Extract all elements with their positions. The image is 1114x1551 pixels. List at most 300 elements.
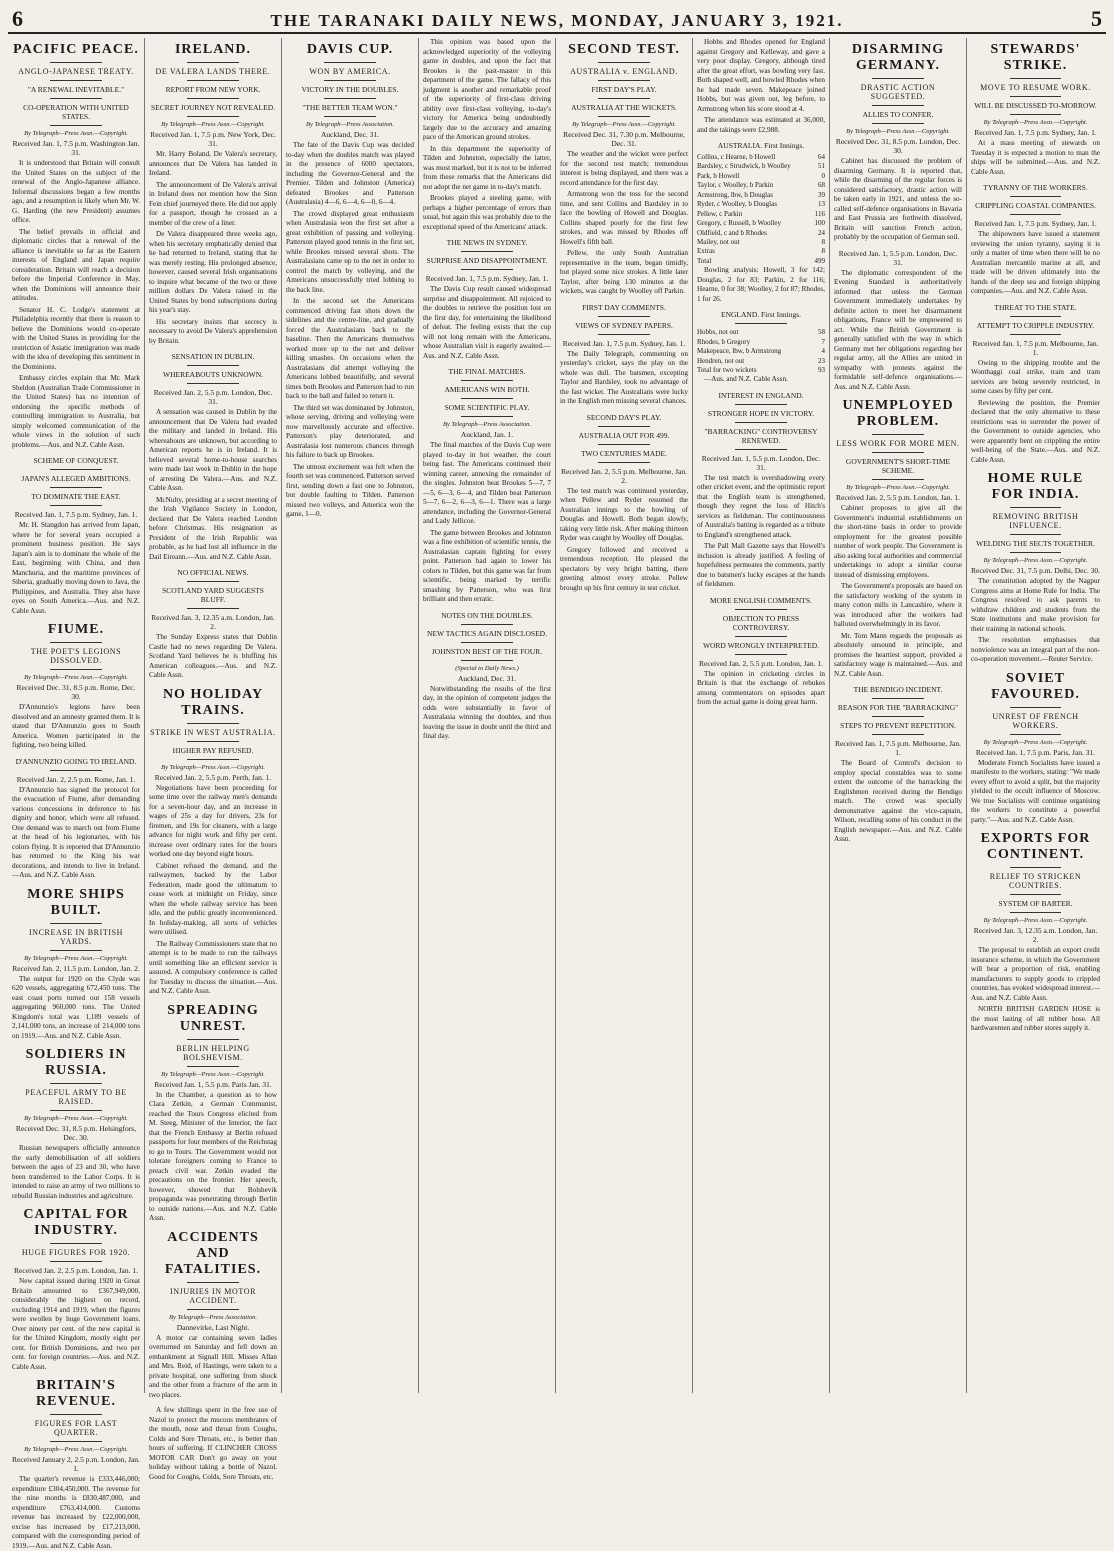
column-6 xyxy=(693,38,830,1393)
article-paragraph: The test match is overshadowing every other cricket event, and the optimistic report that the English team is strengthened, though they regret the loss of Hitch's services as fieldsman. The continuousness of Australia's batting is regarded as a tribute to England's strengthened attack. xyxy=(697,473,825,539)
article-subhead: VIEWS OF SYDNEY PAPERS. xyxy=(575,320,673,330)
headline-rule xyxy=(1010,707,1062,708)
article-byline: By Telegraph—Press Assn.—Copyright. xyxy=(983,917,1088,924)
scorecard-table xyxy=(697,328,825,375)
subhead-rule xyxy=(50,98,101,99)
article-subhead: OBJECTION TO PRESS CONTROVERSY. xyxy=(722,613,800,632)
article xyxy=(834,685,962,845)
article-paragraph: The utmost excitement was felt when the fourth set was commenced. Patterson served first, sending down a fast one to Johnston, but double faulting to Tilden. Patterson missed two volleys, and America won the game, 1—0. xyxy=(286,462,414,518)
article-headline: UNEMPLOYED PROBLEM. xyxy=(842,398,954,429)
article-subhead: SENSATION IN DUBLIN. xyxy=(171,352,255,361)
article-dateline: Auckland, Jan. 1. xyxy=(460,430,514,439)
article-subhead: ATTEMPT TO CRIPPLE INDUSTRY. xyxy=(976,320,1095,330)
article-paragraph: Cabinet proposes to give all the Government's industrial establishments on the short-time basis in order to provide employment for the greatest possible number of work people. The Government is also asking local authorities and commercial undertakings to adopt a similar course instead of dismissing employees. xyxy=(834,504,962,579)
article-paragraph: Owing to the shipping trouble and the Wonthaggi coal strike, train and tram services are being severely restricted, in some cases by fifty per cent. xyxy=(971,358,1100,395)
article-subhead: SURPRISE AND DISAPPOINTMENT. xyxy=(426,256,548,265)
article xyxy=(423,38,551,232)
headline-rule xyxy=(598,62,649,63)
article-paragraph: Notwithstanding the results of the first day, in the opinion of competent judges the odds were substantially in favor of Australasia winning the doubles, and thus leaving the issue in doubt until the third and final day. xyxy=(423,684,551,740)
article-subhead: THREAT TO THE STATE. xyxy=(994,302,1077,312)
article-subhead: AMERICANS WIN BOTH. xyxy=(444,385,530,394)
article-headline: PACIFIC PEACE. xyxy=(13,42,139,57)
article-dateline: Received Jan. 1, 7.5 p.m. Melbourne, Jan. 1. xyxy=(972,338,1099,357)
scorecard-row xyxy=(697,238,825,247)
scorecard-batsman: Gregory, c Russell, b Woolley xyxy=(697,219,782,228)
article-dateline: Received Jan. 1, 7.5 p.m. Sydney, Jan. 1. xyxy=(974,128,1097,137)
article xyxy=(560,303,688,407)
scorecard-row xyxy=(697,347,825,356)
article xyxy=(149,1230,277,1401)
article-byline: By Telegraph—Press Assn.—Copyright. xyxy=(24,1446,128,1453)
article-byline: By Telegraph—Press Association. xyxy=(442,421,532,428)
subhead-rule xyxy=(735,323,786,324)
article-paragraph: Armstrong won the toss for the second time, and sent Collins and Bardsley in to face the bowling of Howell and Douglas. Collins shaped poorly for the first few strokes, and was missed by Rhodes off Howell's fifth ball. xyxy=(560,190,688,246)
article xyxy=(971,183,1100,297)
subhead-rule xyxy=(187,1309,238,1310)
subhead-rule xyxy=(872,123,923,124)
article xyxy=(12,1378,140,1551)
article-paragraph: Embassy circles explain that Mr. Mark Sheldon (Australian Trade Commissioner in the United States) has no intention of endorsing the specific methods of controlling immigration to Australia, but simply welcomed communication of the whole views in the solution of such problems.—Aus. and N.Z. Cable Assn. xyxy=(12,374,140,449)
article xyxy=(834,398,962,679)
article xyxy=(697,310,825,385)
article-subhead: THE NEWS IN SYDNEY. xyxy=(446,238,528,247)
article-byline: By Telegraph—Press Assn.—Copyright. xyxy=(983,557,1088,564)
article-paragraph: Russian newspapers officially announce the early demobilisation of all soldiers between the ages of 23 and 30, who have been transferred to the Labor Corps. It is intended to raise an army of two millions to rebuild Russian industries and agriculture. xyxy=(12,1144,140,1200)
article-paragraph: A sensation was caused in Dublin by the announcement that De Valera had evaded the military and landed in Ireland. His whereabouts are unknown, but according to American reports he is in Ireland. It is believed several home-to-house searches were made last week in Dublin in the hope of arresting De Valera.—Aus. and N.Z. Cable Assn. xyxy=(149,408,277,492)
subhead-rule xyxy=(735,636,786,637)
subhead-rule xyxy=(1010,334,1062,335)
article-paragraph: New capital issued during 1920 in Great Britain amounted to £367,949,000, considerably the highest on record, excluding 1914 and 1919, when the figures were swollen by huge Government loans. Over ninety per cent. of the new capital is for the United Kingdom, mostly eight per cent. for British Dominions, and two per cent. for foreign countries.—Aus. and N.Z. Cable Assn. xyxy=(12,1277,140,1371)
article-subhead: INTEREST IN ENGLAND. xyxy=(718,390,804,400)
subhead-rule xyxy=(598,444,649,445)
subhead-rule xyxy=(461,398,512,399)
article-subhead: CO-OPERATION WITH UNITED STATES. xyxy=(23,103,129,121)
article-paragraph: The Davis Cup result caused widespread surprise and disappointment. All rejoiced to the doubles to retrieve the position lost on the first day, for entertaining the likelihood of defeat. The feeling exists that the cup will not long remain with the Americans, whose Australian visit is eagerly awaited.—Aus. and N.Z. Cable Assn. xyxy=(423,285,551,360)
headline-rule xyxy=(50,1083,101,1084)
article-dateline: Received Jan. 1, 7.5 p.m. Sydney, Jan. 1. xyxy=(14,510,138,519)
article-headline: FIUME. xyxy=(47,622,105,637)
article xyxy=(834,249,962,393)
column-4 xyxy=(419,38,556,1393)
article-headline: ACCIDENTS AND FATALITIES. xyxy=(164,1229,262,1277)
article xyxy=(12,42,140,450)
article-dateline: Received Jan. 3, 12.35 a.m. London, Jan. 2. xyxy=(151,613,275,631)
scorecard-runs: 499 xyxy=(814,256,825,265)
article-byline: By Telegraph—Press Assn.—Copyright. xyxy=(161,763,265,771)
article-dateline: Received Jan. 1, 7.5 p.m. Paris, Jan. 31. xyxy=(975,747,1096,757)
subhead-rule xyxy=(187,365,238,366)
article-headline: IRELAND. xyxy=(174,42,252,57)
article-paragraph: Mr. Harry Boland, De Valera's secretary, announces that De Valera has landed in Ireland. xyxy=(149,150,277,177)
subhead-rule xyxy=(1010,316,1062,317)
article-subhead: FIRST DAY COMMENTS. xyxy=(582,302,666,312)
scorecard-row xyxy=(697,328,825,337)
article-paragraph: A few shillings spent in the free use of Nazol to protect the mucous membranes of the mouth, nose and throat from Coughs, Colds and Sore Throats, etc., is better than hours of suffering. If CLINCHER CROSS MOTOR CAR Don't go away on your holiday without taking a bottle of Nazol. Good for Coughs, Colds, Sore Throats, etc. xyxy=(149,1406,277,1481)
article-paragraph: Pellew, the only South Australian representative in the team, began timidly, but played some nice strokes. A little later Taylor, after being 130 minutes at the wickets, was caught by Woolley off Parkin. xyxy=(560,249,688,295)
headline-rule xyxy=(50,1243,101,1244)
article-headline: SECOND TEST. xyxy=(568,42,680,57)
subhead-rule xyxy=(598,316,649,317)
article xyxy=(12,622,140,751)
article-subhead: "THE BETTER TEAM WON." xyxy=(302,103,398,112)
article-subhead: FIGURES FOR LAST QUARTER. xyxy=(34,1419,118,1437)
scorecard-row xyxy=(697,357,825,366)
article-subhead: JAPAN'S ALLEGED AMBITIONS. xyxy=(21,474,131,483)
scorecard-batsman: Park, b Howell xyxy=(697,171,740,180)
article-headline: NO HOLIDAY TRAINS. xyxy=(162,686,264,718)
headline-rule xyxy=(1010,78,1062,79)
article-paragraph: The proposal to establish an export credit insurance scheme, in which the Government will bear a proportion of risk, enabling manufacturers to supply goods to crippled countries, has evoked widespread interest.—Aus. and N.Z. Cable Assn. xyxy=(971,946,1100,1002)
article-byline: By Telegraph—Press Assn.—Copyright. xyxy=(846,128,950,135)
article-paragraph: McNulty, presiding at a secret meeting of the Irish Vigilance Society in London, declared that De Valera reached London before Christmas. His resignation as President of the Irish Republic was probable, as he had lost all influence in the Dail Eireann.—Aus. and N.Z. Cable Assn. xyxy=(149,495,277,561)
subhead-rule xyxy=(872,452,923,453)
article-dateline: Received Jan. 2, 5.5 p.m. Melbourne, Jan. 2. xyxy=(560,466,687,485)
article-paragraph: Gregory followed and received a tremendous reception. He pleased the spectators by very bright batting, there greeting almost every stroke. Pellew brought up his first century in test cricket. xyxy=(560,545,688,592)
subhead-rule xyxy=(187,80,238,81)
article-paragraph: The belief prevails in official and diplomatic circles that a renewal of the alliance is inevitable so far as the Eastern interests of England and Japan require consideration. Britain will reach a decision before the Imperial Conference in May, when the Dominions will announce their attitudes. xyxy=(12,227,140,302)
article-paragraph: Senator H. C. Lodge's statement at Philadelphia recently that there is reason to believe the Dominions would co-operate with the United States in providing for the restriction of Asiatic immigration was made with the idea of developing this sentiment in the Dominions. xyxy=(12,305,140,371)
subhead-rule xyxy=(1010,734,1062,735)
article-subhead: "A RENEWAL INEVITABLE." xyxy=(27,85,125,94)
scorecard-row xyxy=(697,191,825,200)
subhead-rule xyxy=(50,487,101,488)
article-subhead: STRONGER HOPE IN VICTORY. xyxy=(707,408,815,418)
column-7 xyxy=(830,38,967,1393)
article-paragraph: This opinion was based upon the acknowledged superiority of the volleying game in doubles, and upon the fact that Brookes is the past-master in this department of the game. The fallacy of this judgment is another and remarkable proof of the superiority of first-class driving ability over first-class volleying, to-day's victory for America being undoubtedly largely due to the accuracy and amazing pace of the American ground strokes. xyxy=(423,38,551,141)
scorecard-runs: 23 xyxy=(818,356,825,365)
article xyxy=(697,596,825,708)
article-dateline: Received Jan. 1, 5.5 p.m. London, Dec. 31. xyxy=(838,248,958,267)
subhead-rule xyxy=(324,98,375,99)
article-subhead: REPORT FROM NEW YORK. xyxy=(165,85,261,94)
article-paragraph: At a mass meeting of stewards on Tuesday it is expected a motion to man the ships will be submitted.—Aus. and N.Z. Cable Assn. xyxy=(971,139,1100,176)
scorecard-batsman: Armstrong, lbw, b Douglas xyxy=(697,190,773,199)
article-dateline: Received Dec. 31, 7.30 p.m. Melbourne, Dec. 31. xyxy=(563,130,685,148)
article-subhead: SOME SCIENTIFIC PLAY. xyxy=(444,403,530,412)
article-paragraph: Moderate French Socialists have issued a manifesto to the workers, stating: "We made every effort to avoid a split, but the majority yielded to the occult influence of Moscow. We true Socialists will continue organising the workers to constitute a powerful party."—Aus. and N.Z. Cable Assn. xyxy=(971,758,1100,824)
article-subhead: MORE ENGLISH COMMENTS. xyxy=(710,595,812,605)
article-dateline: Received Dec. 31, 8.5 p.m. London, Dec. 30. xyxy=(835,137,961,155)
article-dateline: Received Jan. 1, 7.5 p.m. New York, Dec. 31. xyxy=(150,130,276,148)
article-paragraph: The crowd displayed great enthusiasm when Australasia won the first set after a great exhibition of passing and volleying. Patterson played good tennis in the first set, while Brookes missed several shots. The Australasians came up to the net in order to control the match by volleying, and the Americans unsuccessfully tried lobbing to the back line. xyxy=(286,209,414,294)
subhead-rule xyxy=(735,404,786,405)
article-subhead: HUGE FIGURES FOR 1920. xyxy=(21,1248,131,1257)
article-dateline: Received Jan. 2, 5.5 p.m. London, Dec. 31. xyxy=(153,388,273,406)
subhead-rule xyxy=(598,116,649,117)
article-paragraph: The game between Brookes and Johnston was a fine exhibition of scientific tennis, the Australasian captain fighting for every point. Patterson had again to lower his colors to Tilden, but this game was far from scientific, being marked by terrific smashing by Patterson, who was first brilliant and then erratic. xyxy=(423,528,551,603)
scorecard-table xyxy=(697,153,825,266)
subhead-rule xyxy=(187,608,238,609)
article xyxy=(286,42,414,520)
scorecard-row xyxy=(697,200,825,209)
article-paragraph: Reviewing the position, the Premier declared that the only alternative to these restrictions was to surrender the power of the Government to outside agencies, who were apparently bent on crippling the entire well-being of the State.—Aus. and N.Z. Cable Assn. xyxy=(971,398,1100,464)
article-subhead: SECOND DAY'S PLAY. xyxy=(586,412,662,422)
article-byline: By Telegraph—Press Assn.—Copyright. xyxy=(161,1070,265,1078)
subhead-rule xyxy=(461,642,512,643)
article-headline: BRITAIN'S REVENUE. xyxy=(36,1378,116,1409)
article-paragraph: Mr. Tom Mann regards the proposals as absolutely unsound in principle, and promises the heartiest support, provided a satisfactory wage is maintained.—Aus. and N.Z. Cable Assn. xyxy=(834,631,962,678)
article-dateline: Received Dec. 31, 8.5 p.m. Rome, Dec. 30. xyxy=(16,683,136,701)
subhead-rule xyxy=(50,125,101,126)
subhead-rule xyxy=(461,251,512,252)
article-subhead: INJURIES IN MOTOR ACCIDENT. xyxy=(169,1286,257,1305)
article-subhead: TWO CENTURIES MADE. xyxy=(580,448,668,458)
article-headline: EXPORTS FOR CONTINENT. xyxy=(980,831,1091,862)
article-subhead: JOHNSTON BEST OF THE FOUR. xyxy=(431,646,543,656)
article-subhead: THE FINAL MATCHES. xyxy=(448,367,526,376)
scorecard-batsman: Makepeace, lbw, b Armstrong xyxy=(697,347,782,356)
article-subhead: WORD WRONGLY INTERPRETED. xyxy=(702,640,820,650)
subhead-rule xyxy=(187,98,238,99)
article xyxy=(697,38,825,135)
article-subhead: ALLIES TO CONFER. xyxy=(862,110,934,119)
article-paragraph: The fate of the Davis Cup was decided to-day when the doubles match was played in the presence of 6000 spectators, including the Governor-General and the Premier. Tilden and Johnston (America) defeated Brookes and Patterson (Australasia) 4—6, 6—4, 6—0, 6—4. xyxy=(286,141,414,206)
article-dateline: Received Jan. 2, 2.5 p.m. Rome, Jan. 1. xyxy=(16,774,136,784)
scorecard-batsman: Ryder, c Woolley, b Douglas xyxy=(697,200,777,209)
headline-rule xyxy=(1010,507,1062,508)
page-number-left: 6 xyxy=(12,6,23,31)
article-dateline: Dannevirke, Last Night. xyxy=(176,1322,250,1332)
article-headline: DAVIS CUP. xyxy=(306,42,394,57)
article-subhead: ENGLAND. First Innings. xyxy=(721,310,801,320)
article-dateline: Received Jan. 2, 5.5 p.m. London, Jan. 1. xyxy=(836,493,960,502)
scorecard-runs: 58 xyxy=(818,328,825,337)
article-paragraph: The shipowners have issued a statement reviewing the union tyranny, saying it is only a matter of time when there will be no Australian mercantile marine at all, and trade will be driven ultimately into the hands of the deep sea and foreign shipping companies.—Aus. and N.Z. Cable Assn. xyxy=(971,230,1100,295)
subhead-rule xyxy=(50,669,101,670)
article xyxy=(971,303,1100,466)
article-subhead: MOVE TO RESUME WORK. xyxy=(980,83,1091,92)
article-subhead: REMOVING BRITISH INFLUENCE. xyxy=(992,512,1079,530)
scorecard-runs: 0 xyxy=(821,171,825,180)
article-paragraph: The weather and the wicket were perfect for the second test match; tremendous interest is being displayed, and there was a record attendance for the first day. xyxy=(560,150,688,187)
article-paragraph: The attendance was estimated at 36,000, and the takings were £2,988. xyxy=(697,116,825,134)
article xyxy=(149,1406,277,1482)
article-paragraph: Negotiations have been proceeding for some time over the railway men's demands for a seven-hour day, and an increase in wages of 25s a day for drivers, 23s for firemen, and 19s for cleaners, with a large advance for night work and fifty per cent. increase over ordinary rates for the hours worked one day beyond eight hours. xyxy=(149,783,277,858)
scorecard-batsman: Hobbs, not out xyxy=(697,328,739,337)
article-paragraph: Bowling analysis: Howell, 3 for 142; Douglas, 2 for 83; Parkin, 2 for 116; Hearne, 0 for 38; Woolley, 2 for 87; Rhodes, 1 for 26. xyxy=(697,266,825,303)
article xyxy=(697,391,825,590)
article-subhead: TO DOMINATE THE EAST. xyxy=(31,492,121,501)
article-subhead: FIRST DAY'S PLAY. xyxy=(591,85,657,94)
article-dateline: Received Jan. 1, 7.5 p.m. Sydney, Jan. 1. xyxy=(562,338,686,348)
article-byline: By Telegraph—Press Assn.—Copyright. xyxy=(24,674,128,681)
article xyxy=(12,757,140,881)
article-paragraph: NORTH BRITISH GARDEN HOSE is the most lasting of all rubber hose. All hardwaremen and rubber stores supply it. xyxy=(971,1005,1100,1032)
article-paragraph: The Pall Mall Gazette says that Howell's inclusion is already justified. A feeling of hopefulness permeates the comments, partly due to batsmen's lucky escapes at the hands of fieldsmen. xyxy=(697,542,825,589)
headline-rule xyxy=(50,923,101,924)
article-dateline: Received Jan. 2, 11.5 p.m. London, Jan. 2. xyxy=(12,963,140,973)
headline-rule xyxy=(50,1414,101,1415)
article-dateline: Received Jan. 3, 12.35 a.m. London, Jan. 2. xyxy=(973,926,1098,944)
article-paragraph: Mr. H. Stangdon has arrived from Japan, where he for several years occupied a prominent business position. He says Japan's aim is to dominate the whole of the East, beginning with China, and then Manchuria, and the maritime provinces of Siberia, gradually moving down to Java, the Philippines, and Australia. They also have eyes on South America.—Aus. and N.Z. Cable Assn. xyxy=(12,521,140,615)
article-paragraph: The opinion in cricketing circles in Britain is that the exchange of rebukes among commentators on episodes apart from the actual game is doing great harm. xyxy=(697,669,825,707)
article-dateline: Received Jan. 2, 2.5 p.m. London, Jan. 1. xyxy=(14,1266,138,1275)
scorecard-row xyxy=(697,338,825,347)
article-subhead: TYRANNY OF THE WORKERS. xyxy=(983,183,1088,192)
subhead-rule xyxy=(50,505,101,506)
article-paragraph: The announcement of De Valera's arrival in Ireland does not mention how the Sinn Fein chief journeyed there. He did not apply for a passport, though he crossed as a member of the crew of a liner. xyxy=(149,180,277,227)
article xyxy=(423,238,551,361)
article-subhead: CRIPPLING COASTAL COMPANIES. xyxy=(975,201,1096,210)
article-paragraph: The third set was dominated by Johnston, whose serving, driving and volleying were now marvellously accurate and effective. Patterson's play deteriorated, and Australasia lost numerous chances through his failure to back up Brookes. xyxy=(286,403,414,459)
scorecard-row xyxy=(697,210,825,219)
scorecard-runs: 8 xyxy=(821,237,825,246)
article-subhead: DE VALERA LANDS THERE. xyxy=(155,67,271,76)
masthead xyxy=(8,6,1106,34)
article xyxy=(971,42,1100,177)
headline-rule xyxy=(50,642,101,643)
scorecard-batsman: Mailey, not out xyxy=(697,237,740,246)
scorecard-runs: 8 xyxy=(821,247,825,256)
article-subhead: BERLIN HELPING BOLSHEVISM. xyxy=(176,1043,250,1062)
column-5 xyxy=(556,38,693,1393)
article xyxy=(423,611,551,742)
scorecard-row xyxy=(697,162,825,171)
scorecard-batsman: Bardsley, c Strudwick, b Woolley xyxy=(697,162,791,171)
subhead-rule xyxy=(1010,96,1062,97)
subhead-rule xyxy=(872,734,923,735)
subhead-rule xyxy=(461,660,512,661)
subhead-rule xyxy=(1010,912,1062,913)
scorecard-batsman: Hendren, not out xyxy=(697,356,745,365)
article-dateline: Received Jan. 2, 5.5 p.m. London, Jan. 1. xyxy=(699,658,823,668)
article-dateline: Received January 2, 2.5 p.m. London, Jan. 1. xyxy=(12,1455,140,1473)
article-subhead: THE BENDIGO INCIDENT. xyxy=(853,685,943,694)
scorecard-runs: 4 xyxy=(821,347,825,356)
subhead-rule xyxy=(735,422,786,423)
subhead-rule xyxy=(50,80,101,81)
subhead-rule xyxy=(1010,894,1062,895)
scorecard-row xyxy=(697,153,825,162)
article-subhead: LESS WORK FOR MORE MEN. xyxy=(836,439,960,448)
scorecard-runs: 116 xyxy=(814,209,825,218)
masthead-title: THE TARANAKI DAILY NEWS, MONDAY, JANUARY 3, 1921. xyxy=(270,11,844,30)
article-subhead: AUSTRALIA OUT FOR 499. xyxy=(578,430,670,440)
article-headline: STEWARDS' STRIKE. xyxy=(990,42,1081,73)
headline-rule xyxy=(187,1282,238,1283)
subhead-rule xyxy=(50,770,101,771)
article-paragraph: In the second set the Americans commenced driving fast shots down the sidelines and the centre-line, and gradually forced the Australasians back to the baseline. Then the Americans themselves worked more up to the net and deliver killing smashes. On occasions when the Australasians did attempt volleying the Americans lobbed beautifully, and several times both Brookes and Patterson had to run back to the ball and failed to return it. xyxy=(286,297,414,400)
article-paragraph: Brookes played a steeling game, with perhaps a higher percentage of errors than usual, but again this was probably due to the exceptional speed of the Americans' attack. xyxy=(423,194,551,231)
scorecard-batsman: Rhodes, b Gregory xyxy=(697,337,751,346)
article-paragraph: Cabinet has discussed the problem of disarming Germany. It is reported that, while the disarming of the regular forces is considered satisfactory, drastic action will be taken early in 1921, and unless the so-called self-defence organisations in Bavaria and East Prussia are forthwith dissolved, Britain will sanction French action, probably by the occupation of German soil. xyxy=(834,157,962,241)
scorecard-row xyxy=(697,257,825,266)
article xyxy=(149,42,277,346)
subhead-rule xyxy=(187,1066,238,1067)
subhead-rule xyxy=(187,383,238,384)
article-dateline: Received Dec. 31, 8.5 p.m. Helsingfors, Dec. 30. xyxy=(15,1124,137,1142)
headline-rule xyxy=(187,723,238,724)
scorecard-runs: 24 xyxy=(818,228,825,237)
subhead-rule xyxy=(1010,114,1062,115)
article-dateline: Received Jan. 1, 7.5 p.m. Melbourne, Jan. 1. xyxy=(834,739,961,757)
subhead-rule xyxy=(50,1261,101,1262)
subhead-rule xyxy=(735,654,786,655)
article-headline: MORE SHIPS BUILT. xyxy=(27,886,125,918)
article xyxy=(834,42,962,243)
article-paragraph: The Government's proposals are based on the satisfactory working of the system in many cotton mills in Lancashire, where it was introduced after the workers had balloted overwhelmingly in its favor. xyxy=(834,582,962,628)
subhead-rule xyxy=(187,116,238,117)
subhead-rule xyxy=(461,624,512,625)
subhead-rule xyxy=(187,581,238,582)
article-dateline: Auckland, Dec. 31. xyxy=(320,130,380,139)
article-paragraph: A motor car containing seven ladies overturned on Saturday and fell down an embankment at Signall Hill. Misses Allan and Mrs. Reid, of Hastings, were taken to a private hospital, one suffering from shock and the other from a fracture of the arm in two places. xyxy=(149,1333,277,1399)
article xyxy=(697,141,825,304)
headline-rule xyxy=(324,62,375,63)
subhead-rule xyxy=(50,1441,101,1442)
article-subhead: SCHEME OF CONQUEST. xyxy=(33,456,119,465)
headline-rule xyxy=(187,1039,238,1040)
article-dateline: Received Jan. 1, 7.5 p.m. Sydney, Jan. 1. xyxy=(974,219,1097,228)
article-paragraph: The Board of Control's decision to employ special constables was to some extent the outcome of the barracking the Englishmen received during the Bendigo match. The crowd was specially demonstrative against the vice-captain, Wilson, recalling some of his conduct in the English newspaper.—Aus. and N.Z. Cable Assn. xyxy=(834,759,962,843)
article-byline: By Telegraph—Press Assn.—Copyright. xyxy=(983,738,1088,746)
article-headline: SPREADING UNREST. xyxy=(167,1002,259,1034)
subhead-rule xyxy=(598,462,649,463)
article xyxy=(149,352,277,562)
subhead-rule xyxy=(598,334,649,335)
article-paragraph: Hobbs and Rhodes opened for England against Gregory and Kelleway, and gave a very poor display. Gregory, although tired after the great effort, was bowling very fast. Both shaped well, and bowled Rhodes when he had made seven. Makepeace joined Hobbs, but was given out, leg before, to Armstrong when his score stood at 4. xyxy=(697,38,825,113)
scorecard-batsman: Oldfield, c and b Rhodes xyxy=(697,228,767,237)
article-subhead: AUSTRALIA v. ENGLAND. xyxy=(570,67,678,76)
article-subhead: SECRET JOURNEY NOT REVEALED. xyxy=(150,103,276,112)
article-subhead: ANGLO-JAPANESE TREATY. xyxy=(18,67,134,76)
scorecard-runs: 100 xyxy=(814,219,825,228)
article-subhead: SCOTLAND YARD SUGGESTS BLUFF. xyxy=(162,586,264,604)
article-subhead: REASON FOR THE "BARRACKING" xyxy=(837,703,959,712)
scorecard-runs: 13 xyxy=(818,200,825,209)
subhead-rule xyxy=(50,950,101,951)
headline-rule xyxy=(50,62,101,63)
subhead-rule xyxy=(735,449,786,450)
article xyxy=(560,42,688,297)
scorecard-row xyxy=(697,366,825,375)
scorecard-batsman: Total for two wickets xyxy=(697,366,757,374)
article-subhead: INCREASE IN BRITISH YARDS. xyxy=(28,927,124,946)
article-headline: HOME RULE FOR INDIA. xyxy=(987,471,1084,502)
article-subhead: SYSTEM OF BARTER. xyxy=(998,899,1073,908)
article-byline: By Telegraph—Press Assn.—Copyright. xyxy=(161,121,265,128)
page-number-right: 5 xyxy=(1091,6,1102,31)
scorecard-row xyxy=(697,219,825,228)
subhead-rule xyxy=(324,116,375,117)
article-dateline: Received Dec. 31, 7.5 p.m. Delhi, Dec. 30. xyxy=(971,566,1100,575)
scorecard-row xyxy=(697,172,825,181)
article xyxy=(12,1207,140,1372)
article-subhead: D'ANNUNZIO GOING TO IRELAND. xyxy=(15,756,137,766)
column-3 xyxy=(282,38,419,1393)
article xyxy=(423,367,551,605)
article-paragraph: Cabinet refused the demand, and the railwaymen, backed by the Labor Federation, made good the ultimatum to cease work at midnight on Friday, since when the whole railway service has been idle, and the public greatly inconvenienced. In holiday-making, all sorts of vehicles were utilised. xyxy=(149,861,277,936)
article-subhead: UNREST OF FRENCH WORKERS. xyxy=(992,711,1079,730)
article xyxy=(12,1047,140,1201)
column-8 xyxy=(967,38,1104,1393)
article-subhead: PEACEFUL ARMY TO BE RAISED. xyxy=(25,1088,127,1106)
article-byline: By Telegraph—Press Assn.—Copyright. xyxy=(24,130,128,137)
article-dateline: Received Jan. 1, 7.5 p.m. Sydney, Jan. 1. xyxy=(425,274,549,283)
subhead-rule xyxy=(872,479,923,480)
article-paragraph: The diplomatic correspondent of the Evening Standard is authoritatively informed that unless the German Government immediately undertakes by definite action to meet her disarmament obligations, France will be empowered to act. While the British Government is generally satisfied with the way in which Germany met her obligations regarding her regular army, all the Allies are united in sympathy with protests against the formidable self-defence organisations.—Aus. and N.Z. Cable Assn. xyxy=(834,268,962,391)
scorecard-row xyxy=(697,181,825,190)
article-subhead: VICTORY IN THE DOUBLES. xyxy=(301,85,399,94)
article-subhead: GOVERNMENT'S SHORT-TIME SCHEME. xyxy=(845,457,951,475)
article-paragraph: The Sunday Express states that Dublin Castle had no news regarding De Valera. Scotland Yard believes he is bluffing his American colleagues.—Aus. and N.Z. Cable Assn. xyxy=(149,633,277,679)
article-paragraph: The resolution emphasises that nonviolence was an integral part of the non-co-operation movement.—Reuter Service. xyxy=(971,636,1100,663)
subhead-rule xyxy=(598,80,649,81)
article-paragraph: The output for 1920 on the Clyde was 620 vessels, aggregating 672,450 tons. The east coast ports turned out 158 vessels aggregating 960,000 tons. The United Kingdom's total was 1,189 vessels of 2,141,000 tons, an increase of 214,000 tons on 1919.—Aus. and N.Z. Cable Assn. xyxy=(12,974,140,1040)
article-dateline: Received Jan. 1, 5.5 p.m. London, Dec. 31. xyxy=(701,453,821,472)
scorecard-batsman: Taylor, c Woolley, b Parkin xyxy=(697,181,774,190)
article-paragraph: D'Annunzio's legions have been dissolved and an amnesty granted them. It is stated that D'Annunzio goes to South America. Women participated in the fighting, two being killed. xyxy=(12,703,140,749)
